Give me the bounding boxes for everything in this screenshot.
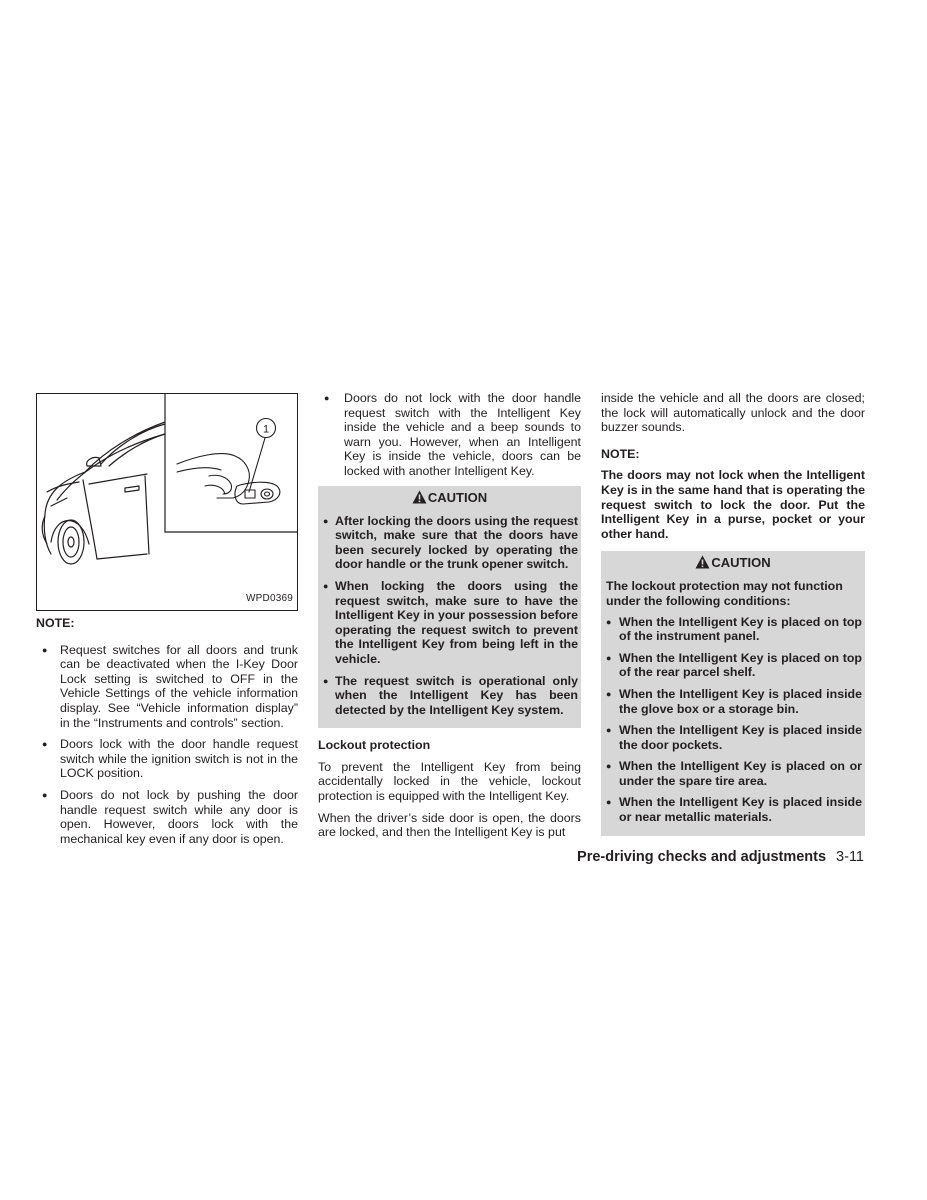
- caution-box: [601, 551, 865, 835]
- list-item: ● After locking the doors using the request switch, make sure that the doors have been securely locked by operating the door handle or the trunk opener switch.: [318, 514, 581, 572]
- note-text: The doors may not lock when the Intelligent Key is in the same hand that is operating the request switch to lock the door. Put the Intelligent Key in a purse, pocket or your other hand.: [601, 468, 865, 541]
- caution-intro: The lockout protection may not function under the following conditions:: [606, 579, 843, 608]
- list-item: ● When locking the doors using the request switch, make sure to have the Intelligent Key in your possession before operating the request switch to prevent the Intelligent Key from being left in the vehicle.: [318, 579, 581, 667]
- figure-id: WPD0369: [246, 593, 293, 605]
- note-list: [36, 643, 298, 847]
- caution-title: CAUTION: [427, 489, 488, 505]
- paragraph: When the driver’s side door is open, the doors are locked, and then the Intelligent Key is put: [318, 810, 581, 840]
- bullet-list: [318, 391, 581, 479]
- warning-triangle-icon: [412, 488, 427, 512]
- list-item: ● Request switches for all doors and trunk can be deactivated when the I-Key Door Lock setting is switched to OFF in the Vehicle Settings of the vehicle information display. See “Vehicle information display” in the “Instruments and controls” section.: [36, 643, 298, 731]
- caution-list: [601, 615, 865, 825]
- list-item: ● Doors do not lock by pushing the door handle request switch while any door is open. However, doors lock with the mechanical key even if any door is open.: [36, 788, 298, 846]
- list-item: ● When the Intelligent Key is placed on or under the spare tire area.: [601, 759, 865, 788]
- paragraph: inside the vehicle and all the doors are closed; the lock will automatically unlock and the door buzzer sounds.: [601, 391, 865, 435]
- list-item: ● When the Intelligent Key is placed inside or near metallic materials.: [601, 795, 865, 824]
- caution-box: [318, 486, 581, 729]
- caution-header: [601, 551, 865, 575]
- caution-list: [318, 514, 581, 718]
- warning-triangle-icon: [695, 553, 710, 577]
- callout-number: 1: [262, 423, 270, 436]
- car-door-handle-icon: [37, 394, 297, 610]
- column-1: [36, 393, 298, 853]
- section-heading: Lockout protection: [318, 738, 431, 753]
- page-number: 3-11: [836, 849, 864, 865]
- section-title: Pre-driving checks and adjustments: [577, 849, 827, 865]
- list-item: ● When the Intelligent Key is placed on top of the rear parcel shelf.: [601, 651, 865, 680]
- column-2: [318, 391, 581, 847]
- caution-header: [318, 486, 581, 510]
- note-heading: NOTE:: [36, 616, 75, 630]
- list-item: ● When the Intelligent Key is placed inside the glove box or a storage bin.: [601, 687, 865, 716]
- paragraph: To prevent the Intelligent Key from being accidentally locked in the vehicle, lockout protection is equipped with the Intelligent Key.: [318, 759, 581, 804]
- caution-title: CAUTION: [711, 555, 771, 571]
- list-item: ● When the Intelligent Key is placed on top of the instrument panel.: [601, 615, 865, 644]
- list-item: ● Doors do not lock with the door handle request switch with the Intelligent Key inside the vehicle and a beep sounds to warn you. However, when an Intelligent Key is inside the vehicle, doors can be locked with another Intelligent Key.: [318, 391, 581, 479]
- page-footer: [577, 849, 864, 865]
- list-item: ● The request switch is operational only when the Intelligent Key has been detected by the Intelligent Key system.: [318, 674, 581, 718]
- list-item: ● When the Intelligent Key is placed inside the door pockets.: [601, 723, 865, 752]
- list-item: ● Doors lock with the door handle request switch while the ignition switch is not in the LOCK position.: [36, 737, 298, 781]
- door-handle-illustration: [36, 393, 298, 611]
- note-heading: NOTE:: [601, 446, 640, 461]
- column-3: [601, 391, 865, 846]
